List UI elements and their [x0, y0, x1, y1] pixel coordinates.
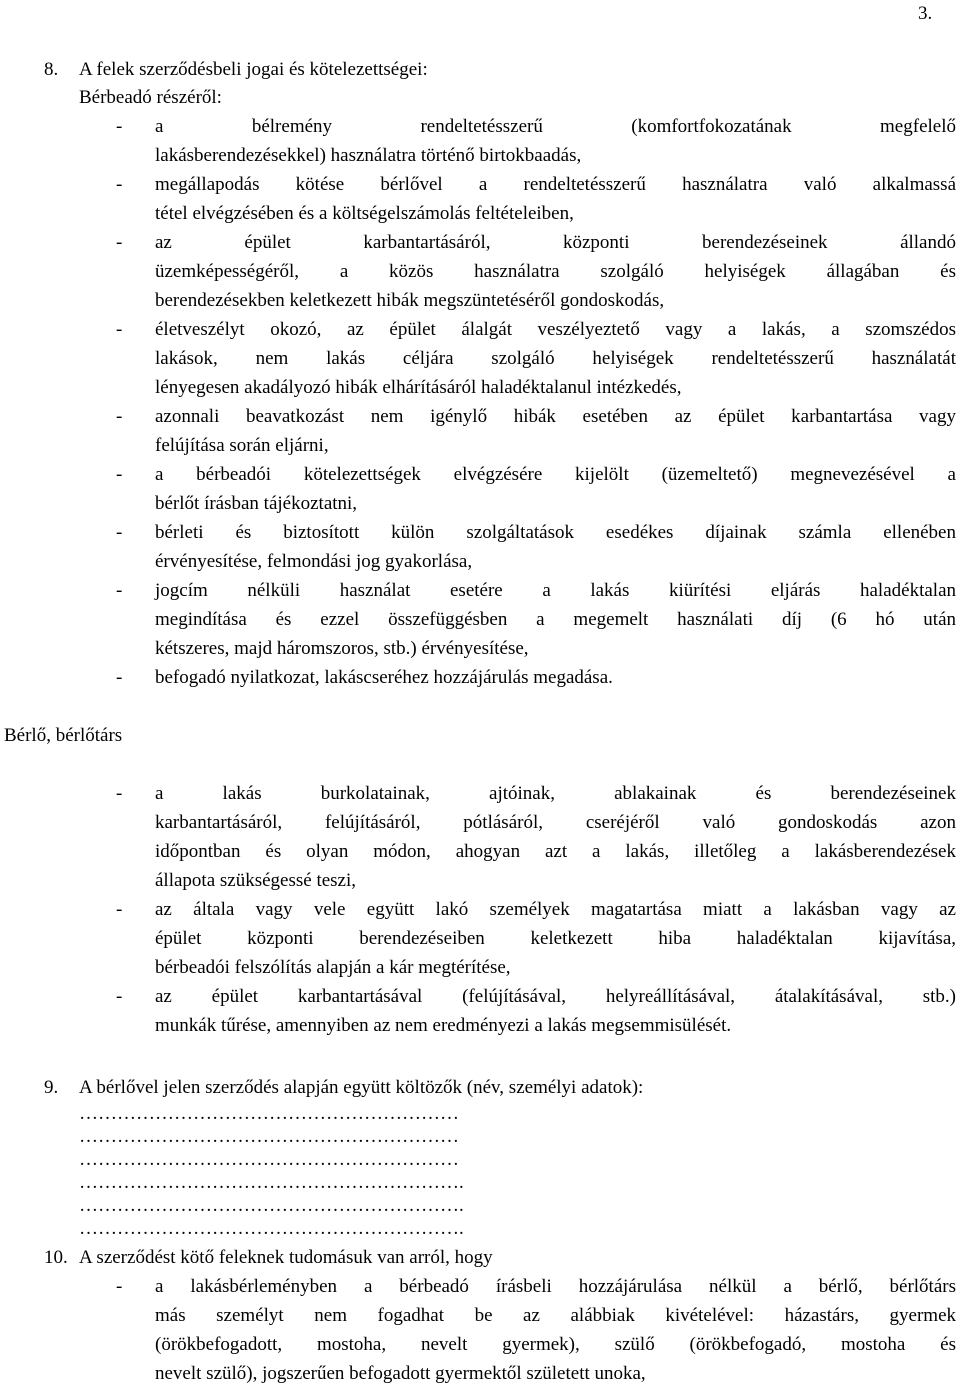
s10-item-line: (örökbefogadott, mostoha, nevelt gyermek), szülő (örökbefogadó, mostoha és [155, 1334, 956, 1355]
lessor-item-line: lényegesen akadályozó hibák elhárításáról haladéktalanul intézkedés, [155, 377, 682, 398]
section-10-number: 10. [44, 1247, 68, 1268]
section-9-number: 9. [44, 1077, 59, 1098]
lessor-item-line: jogcím nélküli használat esetére a lakás kiürítési eljárás haladéktalan [155, 580, 956, 601]
fill-dot-line: …………………………………………………… [79, 1149, 459, 1170]
section-9-title: A bérlővel jelen szerződés alapján együtt költözők (név, személyi adatok): [79, 1077, 644, 1098]
lessor-item-line: tétel elvégzésében és a költségelszámolás feltételeiben, [155, 203, 574, 224]
fill-dot-line: …………………………………………………… [79, 1126, 459, 1147]
lessor-item-line: bérleti és biztosított külön szolgáltatások esedékes díjainak számla ellenében [155, 522, 956, 543]
fill-dot-line: …………………………………………………… [79, 1103, 459, 1124]
section-10-title: A szerződést kötő feleknek tudomásuk van arról, hogy [79, 1247, 493, 1268]
lessor-item-line: lakások, nem lakás céljára szolgáló helyiségek rendeltetésszerű használatát [155, 348, 956, 369]
tenant-item-line: állapota szükségessé teszi, [155, 870, 357, 891]
lessor-item-bullet: - [116, 580, 123, 601]
tenant-item-line: munkák tűrése, amennyiben az nem eredményezi a lakás megsemmisülését. [155, 1015, 732, 1036]
tenant-item-bullet: - [116, 899, 123, 920]
lessor-item-bullet: - [116, 174, 123, 195]
page-number: 3. [918, 3, 933, 24]
fill-dot-line: ……………………………………………………. [79, 1172, 464, 1193]
lessor-item-line: a bélremény rendeltetésszerű (komfortfokozatának megfelelő [155, 116, 956, 137]
lessor-item-line: lakásberendezésekkel) használatra történő birtokbaadás, [155, 145, 582, 166]
lessor-item-line: felújítása során eljárni, [155, 435, 329, 456]
section-8-number: 8. [44, 59, 59, 80]
lessor-item-bullet: - [116, 522, 123, 543]
lessor-item-bullet: - [116, 406, 123, 427]
s10-item-line: a lakásbérleményben a bérbeadó írásbeli hozzájárulása nélkül a bérlő, bérlőtárs [155, 1276, 956, 1297]
lessor-item-bullet: - [116, 667, 123, 688]
tenant-item-line: épület központi berendezéseiben keletkezett hiba haladéktalan kijavítása, [155, 928, 956, 949]
lessor-item-bullet: - [116, 319, 123, 340]
lessor-item-line: befogadó nyilatkozat, lakáscseréhez hozzájárulás megadása. [155, 667, 613, 688]
lessor-item-line: kétszeres, majd háromszoros, stb.) érvényesítése, [155, 638, 529, 659]
s10-item-line: nevelt szülő), jogszerűen befogadott gyermektől született unoka, [155, 1363, 646, 1384]
lessor-item-line: azonnali beavatkozást nem igénylő hibák esetében az épület karbantartása vagy [155, 406, 956, 427]
lessor-item-bullet: - [116, 232, 123, 253]
tenant-item-line: karbantartásáról, felújításáról, pótlásáról, cseréjéről való gondoskodás azon [155, 812, 956, 833]
lessor-item-line: üzemképességéről, a közös használatra szolgáló helyiségek állagában és [155, 261, 956, 282]
lessor-item-line: bérlőt írásban tájékoztatni, [155, 493, 358, 514]
lessor-item-line: érvényesítése, felmondási jog gyakorlása, [155, 551, 473, 572]
tenant-item-bullet: - [116, 986, 123, 1007]
tenant-item-line: az épület karbantartásával (felújításával, helyreállításával, átalakításával, stb.) [155, 986, 956, 1007]
tenant-item-line: bérbeadói felszólítás alapján a kár megtérítése, [155, 957, 511, 978]
tenant-heading: Bérlő, bérlőtárs [4, 725, 123, 746]
lessor-heading: Bérbeadó részéről: [79, 87, 222, 108]
tenant-item-line: az általa vagy vele együtt lakó személyek magatartása miatt a lakásban vagy az [155, 899, 956, 920]
fill-dot-line: ……………………………………………………. [79, 1195, 464, 1216]
lessor-item-line: megállapodás kötése bérlővel a rendeltetésszerű használatra való alkalmassá [155, 174, 956, 195]
lessor-item-line: berendezésekben keletkezett hibák megszüntetéséről gondoskodás, [155, 290, 665, 311]
tenant-item-line: a lakás burkolatainak, ajtóinak, ablakainak és berendezéseinek [155, 783, 956, 804]
lessor-item-line: életveszélyt okozó, az épület álalgát veszélyeztető vagy a lakás, a szomszédos [155, 319, 956, 340]
fill-dot-line: ……………………………………………………. [79, 1218, 464, 1239]
tenant-item-bullet: - [116, 783, 123, 804]
lessor-item-bullet: - [116, 464, 123, 485]
section-8-title: A felek szerződésbeli jogai és kötelezettségei: [79, 59, 428, 80]
lessor-item-bullet: - [116, 116, 123, 137]
tenant-item-line: időpontban és olyan módon, ahogyan azt a lakás, illetőleg a lakásberendezések [155, 841, 956, 862]
s10-item-bullet: - [116, 1276, 123, 1297]
lessor-item-line: megindítása és ezzel összefüggésben a megemelt használati díj (6 hó után [155, 609, 956, 630]
lessor-item-line: az épület karbantartásáról, központi berendezéseinek állandó [155, 232, 956, 253]
s10-item-line: más személyt nem fogadhat be az alábbiak kivételével: házastárs, gyermek [155, 1305, 956, 1326]
lessor-item-line: a bérbeadói kötelezettségek elvégzésére kijelölt (üzemeltető) megnevezésével a [155, 464, 956, 485]
